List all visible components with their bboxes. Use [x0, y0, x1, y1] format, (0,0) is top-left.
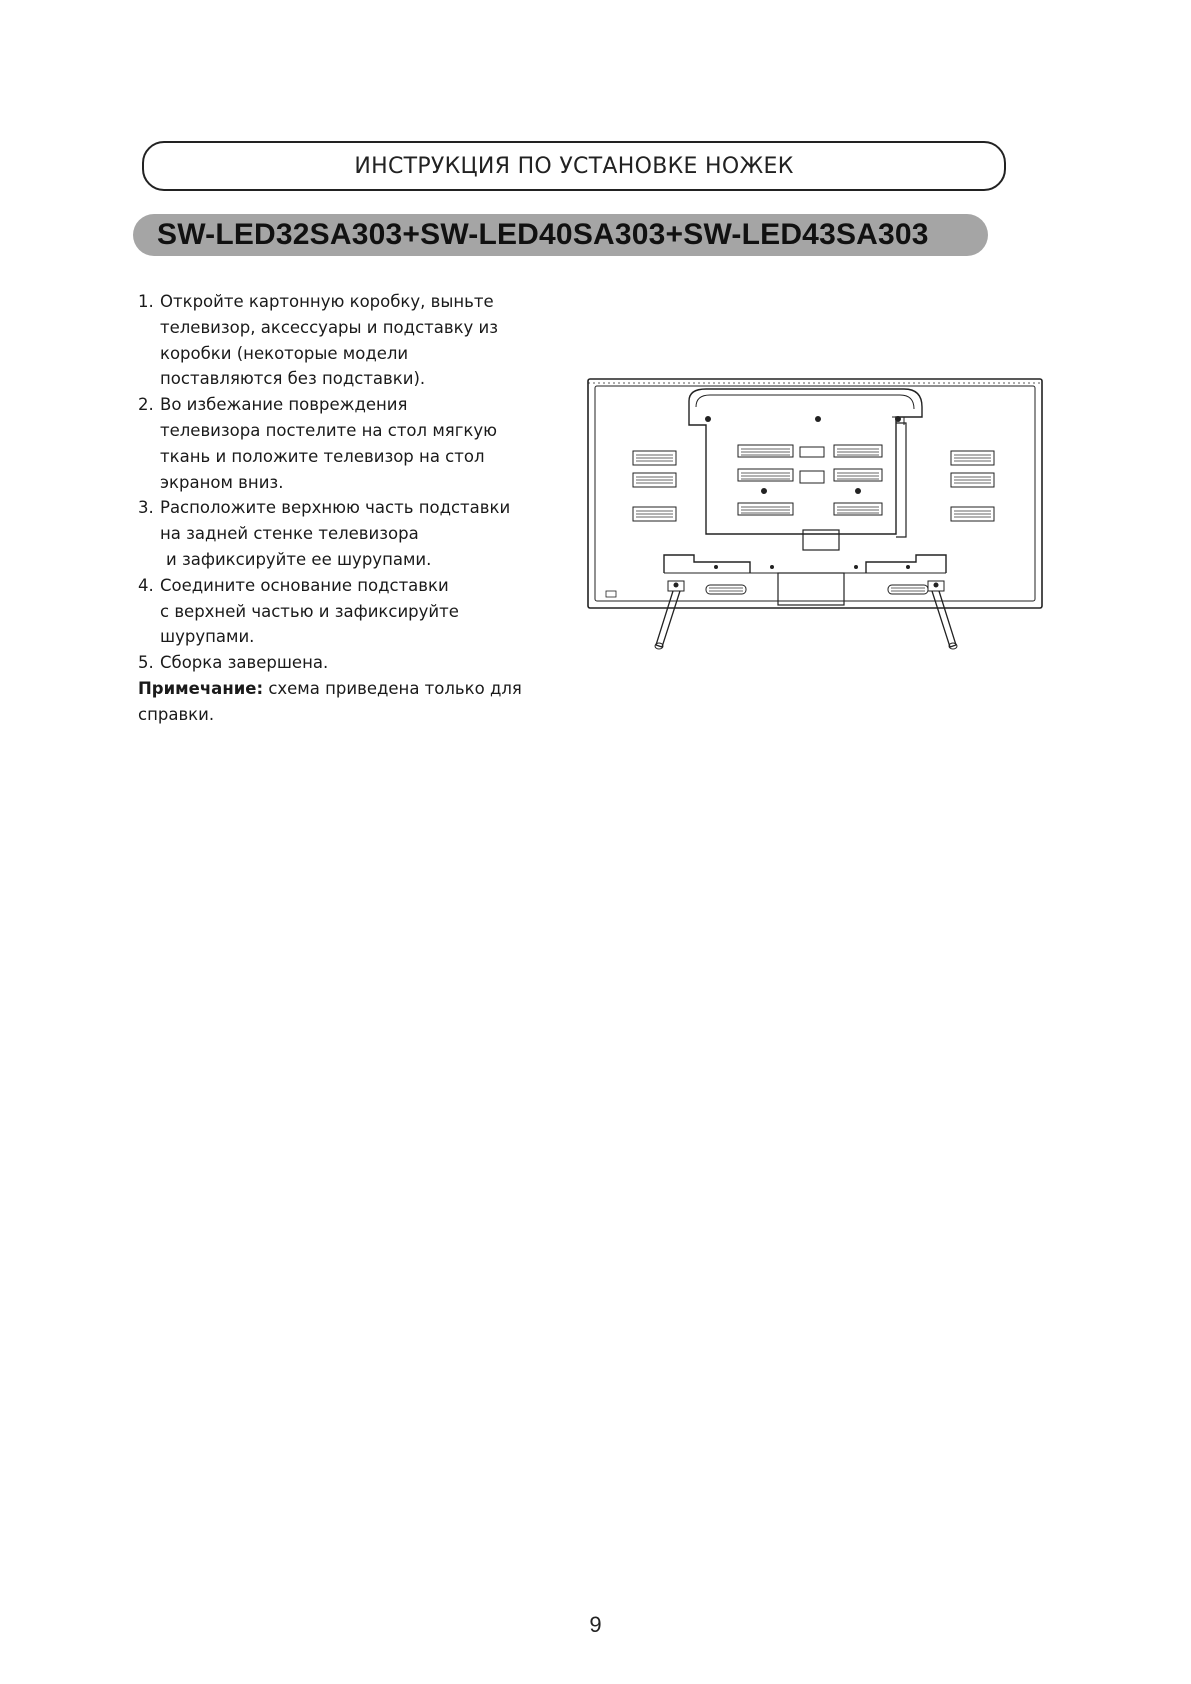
- step-text: Сборка завершена.: [160, 653, 329, 673]
- step-text: поставляются без подставки).: [160, 369, 426, 389]
- step-number: 1.: [138, 292, 154, 311]
- step-2: [138, 392, 558, 495]
- step-number: 2.: [138, 395, 154, 415]
- step-text: и зафиксируйте ее шурупами.: [166, 549, 432, 569]
- step-number: 5.: [138, 653, 154, 673]
- note: [138, 676, 558, 728]
- step-3: [138, 495, 558, 572]
- step-text: с верхней частью и зафиксируйте: [160, 601, 459, 621]
- step-text: Расположите верхнюю часть подставки: [160, 498, 511, 518]
- section-title: ИНСТРУКЦИЯ ПО УСТАНОВКЕ НОЖЕК: [354, 153, 794, 179]
- tv-rear-stand-diagram-icon: [586, 377, 1046, 662]
- step-text: ткань и положите телевизор на стол: [160, 446, 485, 466]
- step-text: Соедините основание подставки: [160, 575, 449, 595]
- step-text: Откройте картонную коробку, выньте: [160, 292, 494, 311]
- step-number: 4.: [138, 575, 154, 595]
- note-text-continued: справки.: [138, 704, 215, 724]
- model-list: SW-LED32SA303+SW-LED40SA303+SW-LED43SA303: [157, 218, 929, 251]
- step-number: 3.: [138, 498, 154, 518]
- step-text: шурупами.: [160, 627, 255, 647]
- page-number: 9: [589, 1612, 602, 1637]
- step-1: [138, 289, 558, 392]
- note-text: схема приведена только для: [263, 678, 522, 698]
- model-banner: [133, 214, 988, 256]
- instruction-steps: [138, 289, 558, 728]
- step-4: [138, 573, 558, 650]
- step-text: Во избежание повреждения: [160, 395, 408, 415]
- step-text: телевизор, аксессуары и подставку из: [160, 317, 499, 337]
- step-text: на задней стенке телевизора: [160, 524, 419, 544]
- section-title-box: [142, 141, 1006, 191]
- step-text: экраном вниз.: [160, 472, 284, 492]
- step-text: телевизора постелите на стол мягкую: [160, 420, 497, 440]
- step-5: [138, 650, 558, 676]
- step-text: коробки (некоторые модели: [160, 343, 409, 363]
- note-label: Примечание:: [138, 678, 264, 698]
